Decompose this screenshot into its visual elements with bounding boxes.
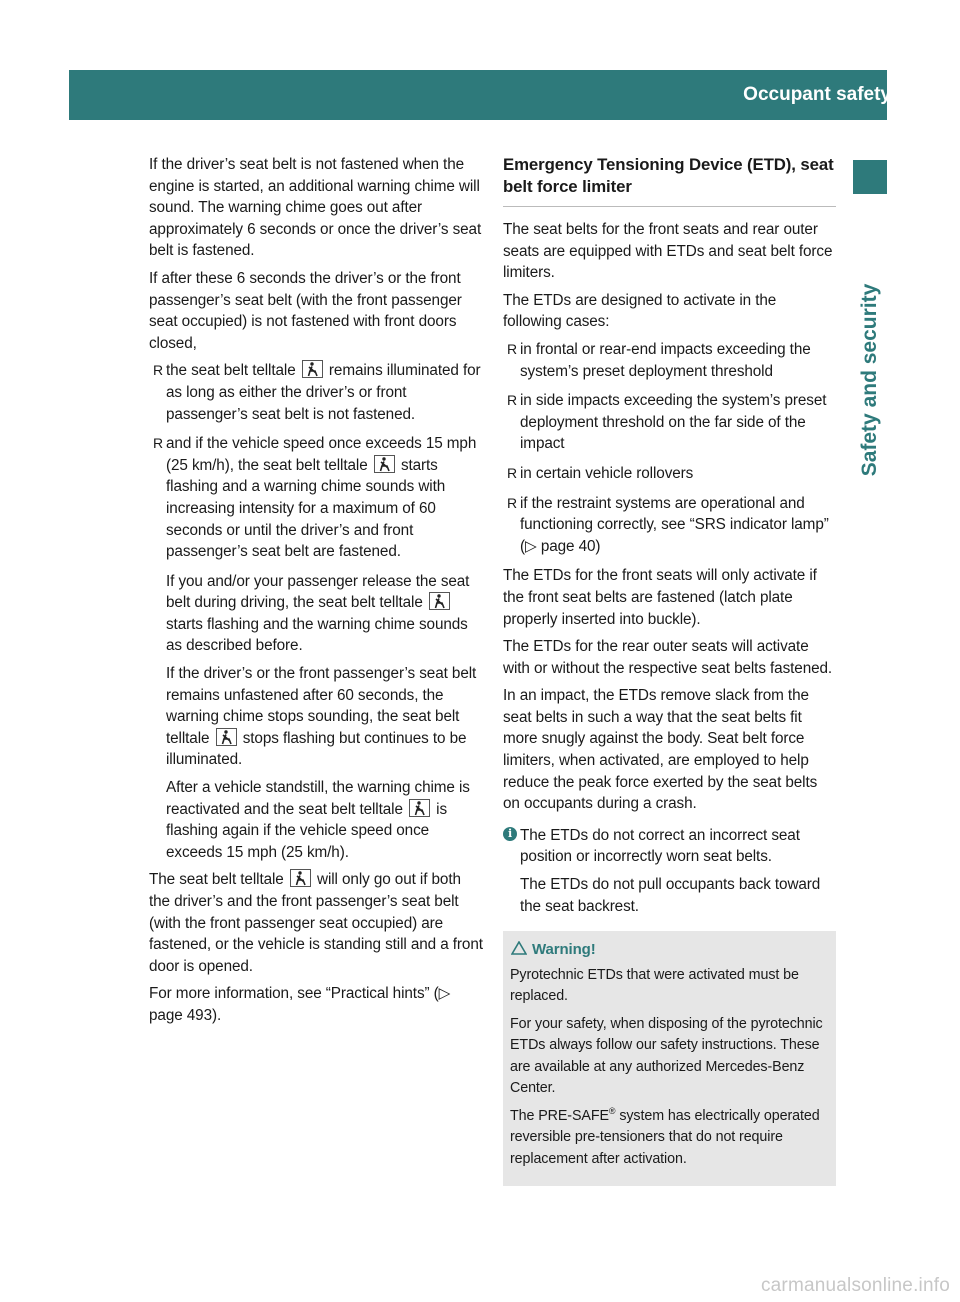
seat-belt-telltale-icon [302, 360, 323, 378]
warning-title: Warning! [510, 939, 829, 961]
paragraph: The ETDs are designed to activate in the following cases: [503, 291, 777, 331]
bullet-marker: R [153, 435, 164, 452]
page-reference-arrow-icon: ▷ [438, 985, 451, 1003]
list-item: R and if the vehicle speed once exceeds 15 mph (25 km/h), the seat belt telltale starts flashing and a warning chime sounds with increasing intensity for a maximum of 60 seconds or until the driver’s and front passenger’s seat belt are fastened. [153, 435, 477, 561]
paragraph: In an impact, the ETDs remove slack from the seat belts in such a way that the seat belts fit more snugly against the body. Seat belt force limiters, when activated, are employed to help reduce the peak force exerted by the seat belts on occupants during a crash. [503, 687, 818, 813]
paragraph: If after these 6 seconds the driver’s or the front passenger’s seat belt (with the front passenger seat occupied) is not fastened with front doors closed, [149, 269, 462, 352]
warning-box [503, 931, 836, 1186]
page-reference-link[interactable]: page 40) [536, 537, 601, 555]
bullet-marker: R [153, 362, 164, 379]
chapter-tab-marker [853, 160, 887, 194]
bullet-marker: R [507, 340, 518, 357]
page-reference-arrow-icon: ▷ [525, 537, 537, 555]
registered-mark: ® [608, 1105, 616, 1116]
bullet-marker: R [507, 464, 518, 481]
seat-belt-telltale-icon [290, 869, 311, 887]
seat-belt-telltale-icon [216, 728, 237, 746]
warning-text: Pyrotechnic ETDs that were activated must be replaced. [510, 966, 799, 1005]
seat-belt-telltale-icon [429, 592, 450, 610]
info-text: The ETDs do not correct an incorrect seat position or incorrectly worn seat belts. [520, 826, 800, 866]
sub-paragraph: If the driver’s or the front passenger’s seat belt remains unfastened after 60 seconds, the warning chime stops sounding, the seat belt telltale stops flashing but continues to be illuminated. [166, 665, 477, 769]
sub-paragraph: After a vehicle standstill, the warning chime is reactivated and the seat belt telltale is flashing again if the vehicle speed once exceeds 15 mph (25 km/h). [166, 779, 470, 861]
paragraph-cross-reference: For more information, see “Practical hints” (▷ page 493). [149, 985, 451, 1024]
warning-text: The PRE-SAFE® system has electrically operated reversible pre-tensioners that do not require replacement after activation. [510, 1105, 820, 1167]
seat-belt-telltale-icon [409, 799, 430, 817]
list-item: R in frontal or rear-end impacts exceeding the system’s preset deployment threshold [507, 340, 811, 380]
list-item: R in certain vehicle rollovers [503, 463, 836, 485]
info-icon: i [503, 827, 517, 841]
bullet-marker: R [507, 392, 518, 409]
bullet-marker: R [507, 494, 518, 511]
header-bar [69, 70, 933, 120]
info-text: The ETDs do not pull occupants back toward the seat backrest. [520, 876, 821, 915]
warning-text: For your safety, when disposing of the pyrotechnic ETDs always follow our safety instructions. These are available at any authorized Mercedes-Benz Center. [510, 1015, 823, 1097]
paragraph: The ETDs for the front seats will only activate if the front seat belts are fastened (latch plate properly inserted into buckle). [503, 567, 817, 628]
right-column [503, 154, 836, 1186]
chapter-tab-label: Safety and security [858, 283, 881, 477]
page-reference-link[interactable]: page 493). [149, 1006, 222, 1024]
page-number: 53 [911, 84, 933, 105]
paragraph: If the driver’s seat belt is not fastened when the engine is started, an additional warning chime will sound. The warning chime goes out after approximately 6 seconds or once the driver’s seat belt is fastened. [149, 156, 482, 260]
sub-paragraph: If you and/or your passenger release the seat belt during driving, the seat belt telltale starts flashing and the warning chime sounds as described before. [166, 572, 470, 655]
paragraph: The ETDs for the rear outer seats will activate with or without the respective seat belts fastened. [503, 638, 833, 677]
left-column [149, 154, 485, 1033]
seat-belt-telltale-icon [374, 455, 395, 473]
paragraph: The seat belts for the front seats and rear outer seats are equipped with ETDs and seat belt force limiters. [503, 221, 833, 282]
section-title: Occupant safety [743, 84, 891, 105]
section-heading: Emergency Tensioning Device (ETD), seat belt force limiter [503, 154, 836, 207]
list-item: R the seat belt telltale remains illuminated for as long as either the driver’s or front passenger’s seat belt is not fastened. [153, 362, 481, 423]
watermark: carmanualsonline.info [760, 1275, 950, 1296]
warning-triangle-icon [511, 941, 527, 955]
list-item: R in side impacts exceeding the system’s preset deployment threshold on the far side of the impact [507, 392, 827, 453]
info-note [503, 825, 836, 917]
paragraph: The seat belt telltale will only go out if both the driver’s and the front passenger’s seat belt (with the front passenger seat occupied) are fastened, or the vehicle is standing still and a front door is opened. [149, 871, 483, 975]
list-item: R if the restraint systems are operational and functioning correctly, see “SRS indicator lamp” (▷ page 40) [507, 494, 829, 555]
